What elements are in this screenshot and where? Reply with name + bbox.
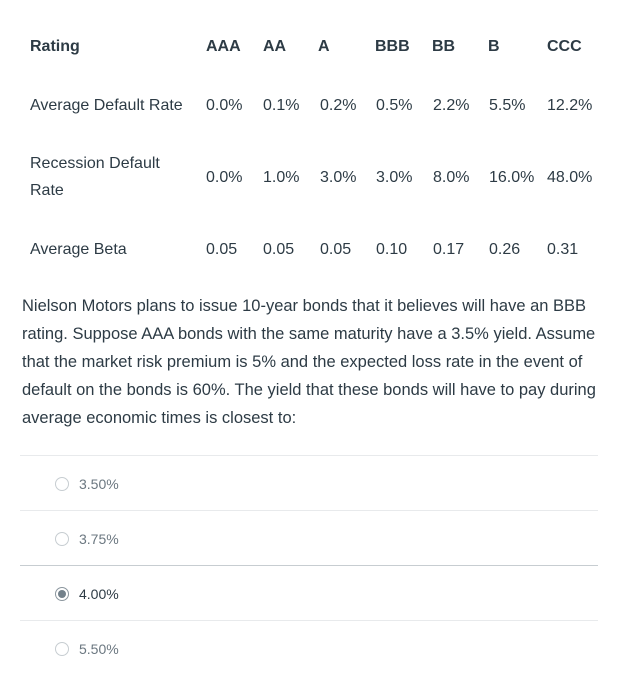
table-cell: 0.0% [206, 169, 243, 186]
col-header-bbb: BBB [375, 38, 410, 55]
col-header-aa: AA [263, 38, 287, 55]
col-header-b: B [488, 38, 500, 55]
answer-label[interactable]: 5.50% [79, 641, 119, 657]
row-label: Recession Default Rate [30, 155, 160, 199]
table-cell: 8.0% [433, 169, 470, 186]
table-cell: 0.05 [320, 241, 352, 258]
table-cell: 0.26 [489, 241, 521, 258]
table-cell: 0.10 [376, 241, 408, 258]
answer-label[interactable]: 3.75% [79, 531, 119, 547]
table-cell: 12.2% [547, 97, 593, 114]
col-header-aaa: AAA [206, 38, 241, 55]
table-cell: 0.1% [263, 97, 300, 114]
answer-label[interactable]: 4.00% [79, 586, 119, 602]
radio-button[interactable] [55, 642, 69, 656]
table-cell: 0.05 [206, 241, 238, 258]
answer-label[interactable]: 3.50% [79, 476, 119, 492]
table-cell: 0.31 [547, 241, 579, 258]
answer-option-4[interactable] [20, 620, 598, 675]
table-cell: 5.5% [489, 97, 526, 114]
table-cell: 0.05 [263, 241, 295, 258]
answer-option-2[interactable] [20, 510, 598, 565]
table-cell: 1.0% [263, 169, 300, 186]
row-label: Average Beta [30, 241, 127, 258]
table-cell: 3.0% [376, 169, 413, 186]
table-cell: 0.17 [433, 241, 465, 258]
answer-list [20, 455, 598, 675]
answer-option-1[interactable] [20, 455, 598, 510]
answer-option-3[interactable] [20, 565, 598, 620]
table-cell: 16.0% [489, 169, 535, 186]
row-label: Average Default Rate [30, 97, 183, 114]
col-header-bb: BB [432, 38, 456, 55]
table-cell: 0.2% [320, 97, 357, 114]
radio-button-selected[interactable] [55, 587, 69, 601]
table-cell: 3.0% [320, 169, 357, 186]
table-cell: 2.2% [433, 97, 470, 114]
rating-header: Rating [30, 38, 80, 55]
table-cell: 48.0% [547, 169, 593, 186]
col-header-ccc: CCC [547, 38, 582, 55]
col-header-a: A [318, 38, 330, 55]
radio-button[interactable] [55, 532, 69, 546]
question-text: Nielson Motors plans to issue 10-year bonds that it believes will have an BBB rating. Suppose AAA bonds with the same maturity have a 3.5% yield. Assume that the market risk premium is 5% and the expected loss rate in the event of default on the bonds is 60%. The yield that these bonds will have to pay during average economic times is closest to: [22, 297, 596, 427]
table-cell: 0.0% [206, 97, 243, 114]
table-cell: 0.5% [376, 97, 413, 114]
radio-button[interactable] [55, 477, 69, 491]
